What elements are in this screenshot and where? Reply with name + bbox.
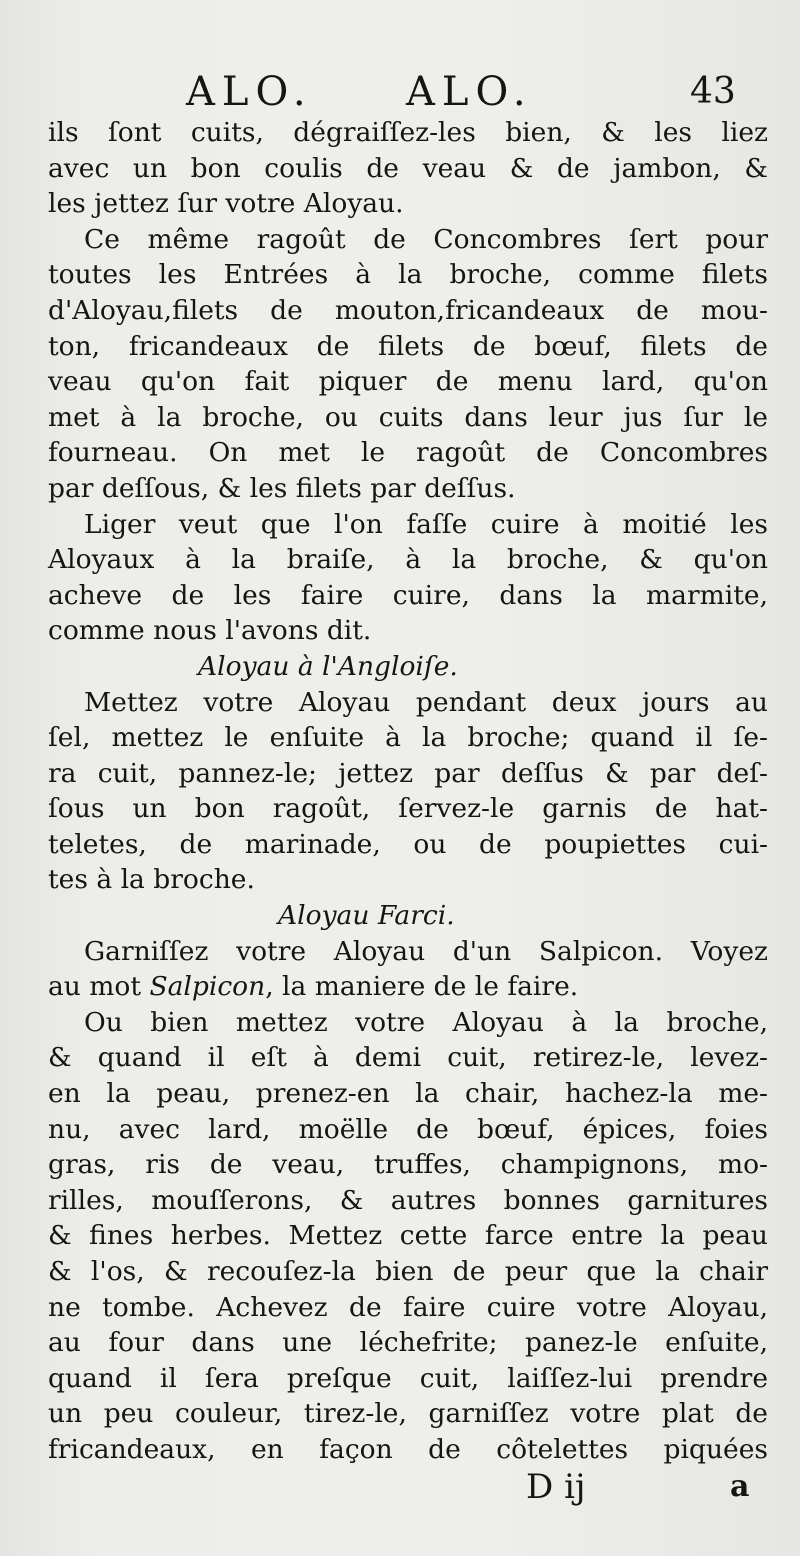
text-line: comme nous l'avons dit. xyxy=(48,615,372,647)
body-text xyxy=(48,115,768,1468)
text-line: met à la broche, ou cuits dans leur jus ſur le xyxy=(48,401,768,433)
section-heading-farci: Aloyau Farci. xyxy=(278,900,455,932)
text-line: veau qu'on fait piquer de menu lard, qu'on xyxy=(48,366,768,398)
page-footer xyxy=(0,1462,800,1512)
text-line: teletes, de marinade, ou de poupiettes cui- xyxy=(48,828,768,860)
text-line: un peu couleur, tirez-le, garniſſez votre plat de xyxy=(48,1398,768,1430)
page-number: 43 xyxy=(690,71,736,112)
text-line: quand il ſera preſque cuit, laiſſez-lui prendre xyxy=(48,1362,768,1394)
text-line xyxy=(48,969,768,1005)
catchword: a xyxy=(730,1469,750,1504)
text-line: ne tombe. Achevez de faire cuire votre Aloyau, xyxy=(48,1291,768,1323)
running-head-center: ALO. xyxy=(406,69,533,115)
text-line: Mettez votre Aloyau pendant deux jours au xyxy=(84,686,768,718)
text-line: & quand il eſt à demi cuit, retirez-le, levez- xyxy=(48,1042,768,1074)
text-fragment: au mot xyxy=(48,971,142,1003)
running-head xyxy=(0,66,800,118)
text-line: ton, fricandeaux de filets de bœuf, filets de xyxy=(48,330,768,362)
text-line: toutes les Entrées à la broche, comme filets xyxy=(48,259,768,291)
text-line: ſel, mettez le enſuite à la broche; quand il ſe- xyxy=(48,722,768,754)
section-heading-angloise: Aloyau à l'Angloiſe. xyxy=(198,650,458,682)
text-line: au four dans une léchefrite; panez-le enſuite, xyxy=(48,1327,768,1359)
text-line: en la peau, prenez-en la chair, hachez-la me- xyxy=(48,1078,768,1110)
text-line: les jettez ſur votre Aloyau. xyxy=(48,188,404,220)
text-line: Liger veut que l'on faſſe cuire à moitié les xyxy=(84,508,768,540)
text-line: rilles, mouſſerons, & autres bonnes garnitures xyxy=(48,1184,768,1216)
text-line: tes à la broche. xyxy=(48,864,255,896)
text-line: nu, avec lard, moëlle de bœuf, épices, foies xyxy=(48,1113,768,1145)
running-head-left: ALO. xyxy=(186,69,313,115)
text-line: avec un bon coulis de veau & de jambon, & xyxy=(48,152,768,184)
text-line: & l'os, & recouſez-la bien de peur que la chair xyxy=(48,1256,768,1287)
text-line: Aloyaux à la braiſe, à la broche, & qu'on xyxy=(48,544,768,576)
text-line: fourneau. On met le ragoût de Concombres xyxy=(48,437,768,469)
text-line: & fines herbes. Mettez cette farce entre la peau xyxy=(48,1220,768,1252)
cross-reference: Salpicon xyxy=(149,971,266,1003)
text-line: gras, ris de veau, truffes, champignons, mo- xyxy=(48,1149,768,1181)
text-line: Ou bien mettez votre Aloyau à la broche, xyxy=(84,1006,768,1038)
text-line: Ce même ragoût de Concombres ſert pour xyxy=(84,223,768,255)
text-fragment: , la maniere de le faire. xyxy=(265,971,579,1003)
text-line: ra cuit, pannez-le; jettez par deſſus & par deſ- xyxy=(48,757,768,789)
text-line: ils ſont cuits, dégraiſſez-les bien, & les liez xyxy=(48,117,768,148)
text-line: Garniſſez votre Aloyau d'un Salpicon. Voyez xyxy=(84,935,768,967)
text-line: d'Aloyau,filets de mouton,fricandeaux de mou- xyxy=(48,294,768,326)
text-line: par deſſous, & les filets par deſſus. xyxy=(48,472,516,504)
text-line: fricandeaux, en façon de côtelettes piquées xyxy=(48,1433,768,1465)
text-line: ſous un bon ragoût, ſervez-le garnis de hat- xyxy=(48,793,768,825)
signature-mark: D ij xyxy=(526,1467,586,1507)
text-line: acheve de les faire cuire, dans la marmite, xyxy=(48,579,768,611)
